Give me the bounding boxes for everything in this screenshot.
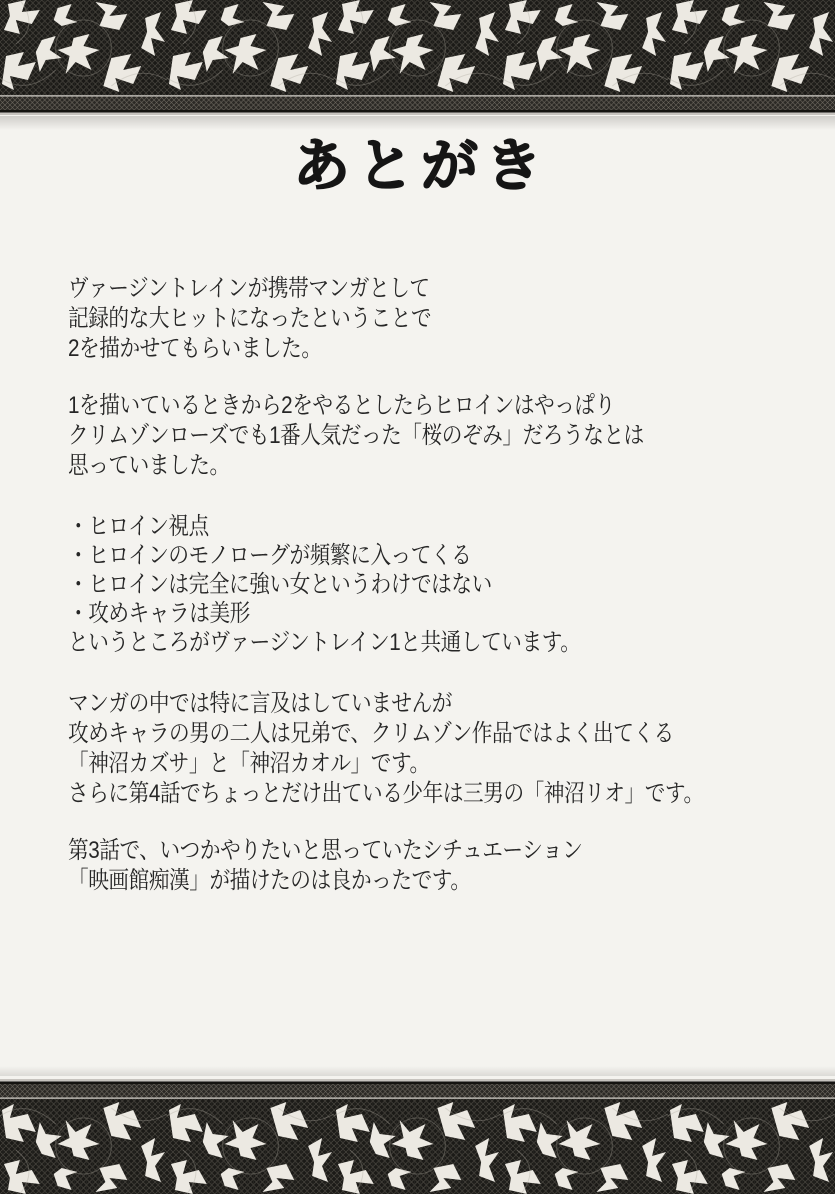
text-line: 1を描いているときから2をやるとしたらヒロインはやっぱり — [68, 392, 615, 419]
text-line: 2を描かせてもらいました。 — [68, 335, 322, 362]
text-line: 思っていました。 — [68, 452, 230, 479]
paragraph-episode3 — [68, 836, 582, 896]
text-line: ・攻めキャラは美形 — [68, 600, 250, 627]
text-line: というところがヴァージントレイン1と共通しています。 — [68, 629, 581, 656]
text-line: 攻めキャラの男の二人は兄弟で、クリムゾン作品ではよく出てくる — [68, 720, 674, 747]
text-line: ・ヒロインのモノローグが頻繁に入ってくる — [68, 542, 472, 569]
text-line: 記録的な大ヒットになったということで — [68, 305, 432, 332]
page-title: あとがき — [293, 134, 549, 198]
text-line: ・ヒロイン視点 — [68, 513, 209, 540]
text-line: ヴァージントレインが携帯マンガとして — [68, 275, 430, 302]
paragraph-common-points-list — [68, 512, 580, 657]
text-line: 第3話で、いつかやりたいと思っていたシチュエーション — [68, 837, 583, 864]
text-line: クリムゾンローズでも1番人気だった「桜のぞみ」だろうなとは — [68, 422, 644, 449]
text-line: 「映画館痴漢」が描けたのは良かったです。 — [68, 867, 471, 894]
ornamental-vine-border-top-icon — [0, 0, 835, 122]
text-line: さらに第4話でちょっとだけ出ている少年は三男の「神沼リオ」です。 — [68, 780, 704, 807]
paragraph-intro — [68, 274, 431, 364]
text-line: マンガの中では特に言及はしていませんが — [68, 690, 452, 717]
text-line: ・ヒロインは完全に強い女というわけではない — [68, 571, 492, 598]
paragraph-heroine-choice — [68, 391, 644, 481]
ornamental-vine-border-bottom-icon — [0, 1072, 835, 1194]
paragraph-characters — [68, 689, 704, 809]
text-line: 「神沼カズサ」と「神沼カオル」です。 — [68, 750, 430, 777]
